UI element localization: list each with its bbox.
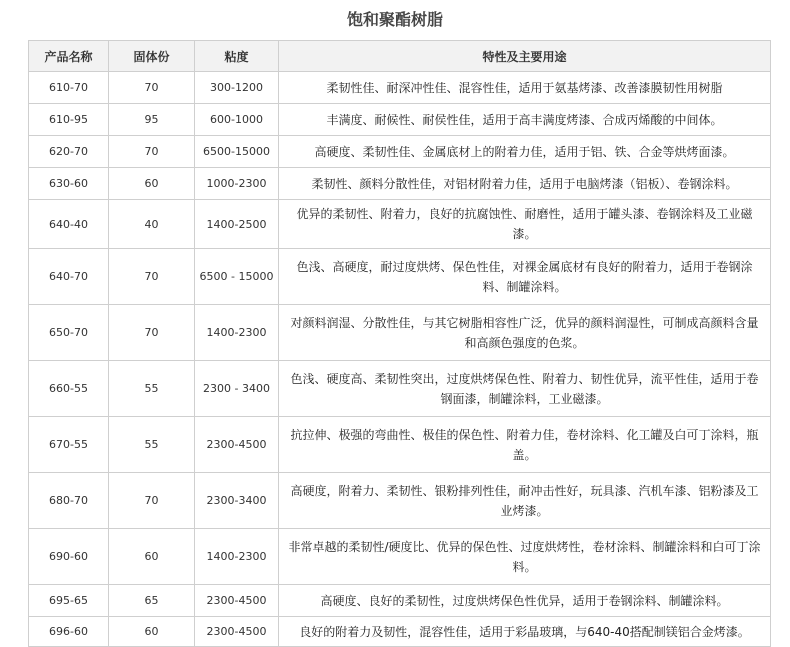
cell-viscosity: 2300-4500 bbox=[195, 585, 279, 617]
table-row bbox=[29, 305, 771, 361]
cell-product-name: 695-65 bbox=[29, 585, 109, 617]
cell-features-uses: 高硬度、良好的柔韧性，过度烘烤保色性优异，适用于卷钢涂料、制罐涂料。 bbox=[279, 585, 771, 617]
resin-spec-table bbox=[28, 40, 771, 647]
cell-product-name: 650-70 bbox=[29, 305, 109, 361]
cell-viscosity: 6500-15000 bbox=[195, 136, 279, 168]
cell-features-uses: 良好的附着力及韧性，混容性佳，适用于彩晶玻璃，与640-40搭配制镁铝合金烤漆。 bbox=[279, 617, 771, 647]
cell-features-uses: 高硬度、柔韧性佳、金属底材上的附着力佳，适用于铝、铁、合金等烘烤面漆。 bbox=[279, 136, 771, 168]
cell-features-uses: 色浅、硬度高、柔韧性突出，过度烘烤保色性、附着力、韧性优异，流平性佳，适用于卷钢面漆，制罐涂料，工业磁漆。 bbox=[279, 361, 771, 417]
cell-product-name: 610-95 bbox=[29, 104, 109, 136]
cell-solid-content: 70 bbox=[109, 473, 195, 529]
table-row bbox=[29, 200, 771, 249]
page-title: 饱和聚酯树脂 bbox=[346, 10, 443, 29]
cell-features-uses: 柔韧性佳、耐深冲性佳、混容性佳，适用于氨基烤漆、改善漆膜韧性用树脂 bbox=[279, 72, 771, 104]
cell-product-name: 670-55 bbox=[29, 417, 109, 473]
table-row bbox=[29, 617, 771, 647]
cell-product-name: 696-60 bbox=[29, 617, 109, 647]
table-row bbox=[29, 104, 771, 136]
header-viscosity: 粘度 bbox=[195, 41, 279, 72]
cell-product-name: 620-70 bbox=[29, 136, 109, 168]
table-row bbox=[29, 417, 771, 473]
cell-solid-content: 60 bbox=[109, 168, 195, 200]
table-row bbox=[29, 168, 771, 200]
table-row bbox=[29, 361, 771, 417]
header-product-name: 产品名称 bbox=[29, 41, 109, 72]
cell-solid-content: 55 bbox=[109, 361, 195, 417]
cell-solid-content: 60 bbox=[109, 529, 195, 585]
cell-viscosity: 1400-2300 bbox=[195, 305, 279, 361]
cell-viscosity: 600-1000 bbox=[195, 104, 279, 136]
cell-product-name: 630-60 bbox=[29, 168, 109, 200]
cell-solid-content: 70 bbox=[109, 136, 195, 168]
cell-solid-content: 95 bbox=[109, 104, 195, 136]
table-row bbox=[29, 585, 771, 617]
cell-viscosity: 2300-3400 bbox=[195, 473, 279, 529]
cell-product-name: 640-70 bbox=[29, 249, 109, 305]
cell-solid-content: 70 bbox=[109, 249, 195, 305]
header-features-uses: 特性及主要用途 bbox=[279, 41, 771, 72]
cell-product-name: 640-40 bbox=[29, 200, 109, 249]
cell-viscosity: 1000-2300 bbox=[195, 168, 279, 200]
cell-features-uses: 色浅、高硬度，耐过度烘烤、保色性佳，对裸金属底材有良好的附着力，适用于卷钢涂料、制罐涂料。 bbox=[279, 249, 771, 305]
cell-features-uses: 优异的柔韧性、附着力，良好的抗腐蚀性、耐磨性，适用于罐头漆、卷钢涂料及工业磁漆。 bbox=[279, 200, 771, 249]
cell-viscosity: 6500 - 15000 bbox=[195, 249, 279, 305]
table-row bbox=[29, 249, 771, 305]
cell-product-name: 660-55 bbox=[29, 361, 109, 417]
table-row bbox=[29, 136, 771, 168]
cell-viscosity: 2300-4500 bbox=[195, 617, 279, 647]
cell-features-uses: 抗拉伸、极强的弯曲性、极佳的保色性、附着力佳，卷材涂料、化工罐及白可丁涂料，瓶盖。 bbox=[279, 417, 771, 473]
cell-viscosity: 2300-4500 bbox=[195, 417, 279, 473]
cell-viscosity: 1400-2300 bbox=[195, 529, 279, 585]
cell-product-name: 610-70 bbox=[29, 72, 109, 104]
cell-solid-content: 40 bbox=[109, 200, 195, 249]
cell-features-uses: 非常卓越的柔韧性/硬度比、优异的保色性、过度烘烤性，卷材涂料、制罐涂料和白可丁涂料。 bbox=[279, 529, 771, 585]
table-row bbox=[29, 72, 771, 104]
cell-solid-content: 70 bbox=[109, 72, 195, 104]
cell-solid-content: 65 bbox=[109, 585, 195, 617]
cell-solid-content: 60 bbox=[109, 617, 195, 647]
cell-features-uses: 丰满度、耐候性、耐侯性佳，适用于高丰满度烤漆、合成丙烯酸的中间体。 bbox=[279, 104, 771, 136]
table-row bbox=[29, 473, 771, 529]
cell-solid-content: 55 bbox=[109, 417, 195, 473]
cell-viscosity: 1400-2500 bbox=[195, 200, 279, 249]
cell-viscosity: 2300 - 3400 bbox=[195, 361, 279, 417]
cell-features-uses: 柔韧性、颜料分散性佳，对铝材附着力佳，适用于电脑烤漆（铝板）、卷钢涂料。 bbox=[279, 168, 771, 200]
cell-features-uses: 高硬度，附着力、柔韧性、银粉排列性佳，耐冲击性好，玩具漆、汽机车漆、铝粉漆及工业烤漆。 bbox=[279, 473, 771, 529]
header-solid-content: 固体份 bbox=[109, 41, 195, 72]
table-header-row bbox=[29, 41, 771, 72]
cell-features-uses: 对颜料润湿、分散性佳，与其它树脂相容性广泛，优异的颜料润湿性，可制成高颜料含量和高颜色强度的色浆。 bbox=[279, 305, 771, 361]
cell-product-name: 680-70 bbox=[29, 473, 109, 529]
cell-product-name: 690-60 bbox=[29, 529, 109, 585]
cell-solid-content: 70 bbox=[109, 305, 195, 361]
table-row bbox=[29, 529, 771, 585]
cell-viscosity: 300-1200 bbox=[195, 72, 279, 104]
